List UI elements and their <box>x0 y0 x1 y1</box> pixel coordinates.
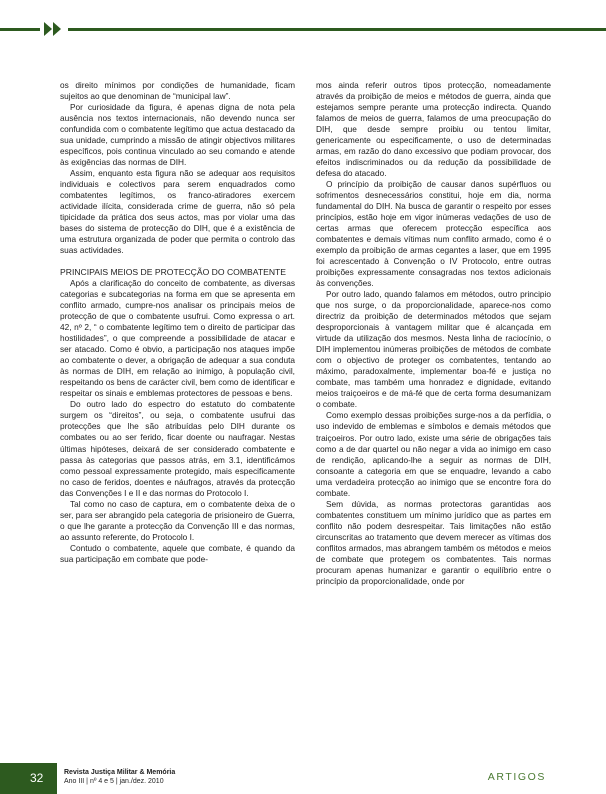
header-rule <box>0 28 606 31</box>
journal-info <box>64 768 175 786</box>
spacer <box>60 256 295 267</box>
paragraph: Contudo o combatente, aquele que combate, é quando da sua participação em combate que pode- <box>60 542 295 564</box>
paragraph: Assim, enquanto esta figura não se adequar aos requisitos individuais e colectivos para serem enquadrados como combatentes legítimos, os franco-atiradores exercem actividade ilícita, considerada crime de guerra, não só pela tipicidade da prática dos seus actos, mas por violar uma das bases do sistema de protecção do DIH, que é a existência de uma estrutura organizada de poder que permita o controlo das suas actividades. <box>60 168 295 256</box>
paragraph: O princípio da proibição de causar danos supérfluos ou sofrimentos desnecessários constitui, hoje em dia, norma fundamental do DIH. Na busca de garantir o respeito por esses princípios, estão hoje em vigor inúmeras vedações de uso de certas armas que oferecem protecção específica aos combatentes e demais vítimas num conflito armado, como é o exemplo da proibição de armas cegantes a laser, que em 1995 foi acrescentado à Convenção o IV Protocolo, entre outras proibições expressamente consagradas nos textos adicionais às convenções. <box>316 179 551 289</box>
right-column <box>316 80 551 587</box>
paragraph: mos ainda referir outros tipos protecção, nomeadamente através da proibição de meios e métodos de guerra, ainda que estejamos sempre perante uma protecção indirecta. Quando falamos de meios de guerra, falamos de uma preocupação do DIH, que desde sempre proibiu ou tentou limitar, genericamente ou especificamente, o uso de determinadas armas, em razão do dano excessivo que podiam provocar, dos efeitos indiscriminados ou da redução da possibilidade de defesa do atacado. <box>316 80 551 179</box>
journal-issue: Ano III | nº 4 e 5 | jan./dez. 2010 <box>64 778 164 785</box>
paragraph: Como exemplo dessas proibições surge-nos a da perfídia, o uso indevido de emblemas e símbolos e demais métodos que traiçoeiros. Por outro lado, existe uma série de obrigações tais como a de dar quartel ou não negar a vida ao inimigo em caso de rendição, aplicando-lhe a seguir as normas de DIH, consoante a categoria em que se enquadre, levando a cabo uma verdadeira protecção ao inimigo que se encontre fora do combate. <box>316 410 551 498</box>
paragraph: Após a clarificação do conceito de combatente, as diversas categorias e subcategorias na forma em que se apresenta em conflito armado, cumpre-nos analisar os principais meios de protecção de que o combatente usufrui. Como expressa o art. 42, nº 2, “ o combatente legítimo tem o direito de participar das hostilidades”, o que compreende a possibilidade de atacar e ser atacado. Como é obvio, a participação nos ataques impõe ao combatente o dever, a obrigação de adequar a sua conduta às normas de DIH, em relação ao inimigo, à população civil, respeitando os bens de carácter civil, bem como de identificar e respeitar os sinais e emblemas protectores de pessoas e bens. <box>60 278 295 399</box>
journal-title: Revista Justiça Militar & Memória <box>64 769 176 776</box>
paragraph: Por curiosidade da figura, é apenas digna de nota pela ausência nos textos internacionais, não devendo nunca ser confundida com o combatente legítimo que actua destacado da sua unidade, cumprindo a missão de atingir objectivos militares específicos, pois continua vinculado ao seu comando e atende às exigências das normas de DIH. <box>60 102 295 168</box>
double-chevron-right-icon <box>40 21 68 37</box>
section-label: ARTIGOS <box>487 771 546 783</box>
paragraph: Tal como no caso de captura, em o combatente deixa de o ser, para ser abrangido pela categoria de prisioneiro de Guerra, o que lhe garante a protecção da Convenção III e das normas, ao assunto referente, do Protocolo I. <box>60 498 295 542</box>
paragraph: os direito mínimos por condições de humanidade, ficam sujeitos ao que denominan de “municipal law”. <box>60 80 295 102</box>
section-heading: PRINCIPAIS MEIOS DE PROTECÇÃO DO COMBATENTE <box>60 267 287 278</box>
paragraph: Do outro lado do espectro do estatuto do combatente surgem os “direitos”, ou seja, o combatente usufrui das protecções que lhe são atribuídas pelo DIH durante os combates ou ao ser ferido, ficar doente ou naufragar. Nestas últimas hipóteses, deixará de ser considerado combatente e passa às categorias que passos atrás, em 3.1, identificámos como pessoal expressamente protegido, mais especificamente no caso de feridos, doentes e náufragos, através da protecção das Convenções I e II e das normas do Protocolo I. <box>60 399 295 498</box>
paragraph: Por outro lado, quando falamos em métodos, outro principio que nos surge, o da proporcionalidade, aparece-nos como directriz da proibição de determinados métodos que sejam desproporcionais à vantagem militar que é alcançada em virtude da utilização dos mesmos. Nesta linha de raciocínio, o DIH implementou inúmeras proibições de métodos de combate com o objectivo de proteger os combatentes, tentando ao máximo, paradoxalmente, implementar boa-fé e justiça no combate, mas também uma honradez e dignidade, evitando meios traiçoeiros e de má-fé que de certa forma desumanizam o combate. <box>316 289 551 410</box>
paragraph: Sem dúvida, as normas protectoras garantidas aos combatentes constituem um mínimo jurídico que as partes em conflito não podem desrespeitar. Tais limitações não estão circunscritas ao tratamento que devem merecer as vítimas dos conflitos armados, mas abrangem também os métodos e meios de combate que protegem os combatentes. Tais normas procuram apenas humanizar e garantir o equilíbrio entre o princípio da proporcionalidade, onde por <box>316 498 551 586</box>
page-footer <box>0 763 606 794</box>
page-number: 32 <box>0 763 57 794</box>
left-column <box>60 80 295 565</box>
header-bar <box>0 20 606 38</box>
